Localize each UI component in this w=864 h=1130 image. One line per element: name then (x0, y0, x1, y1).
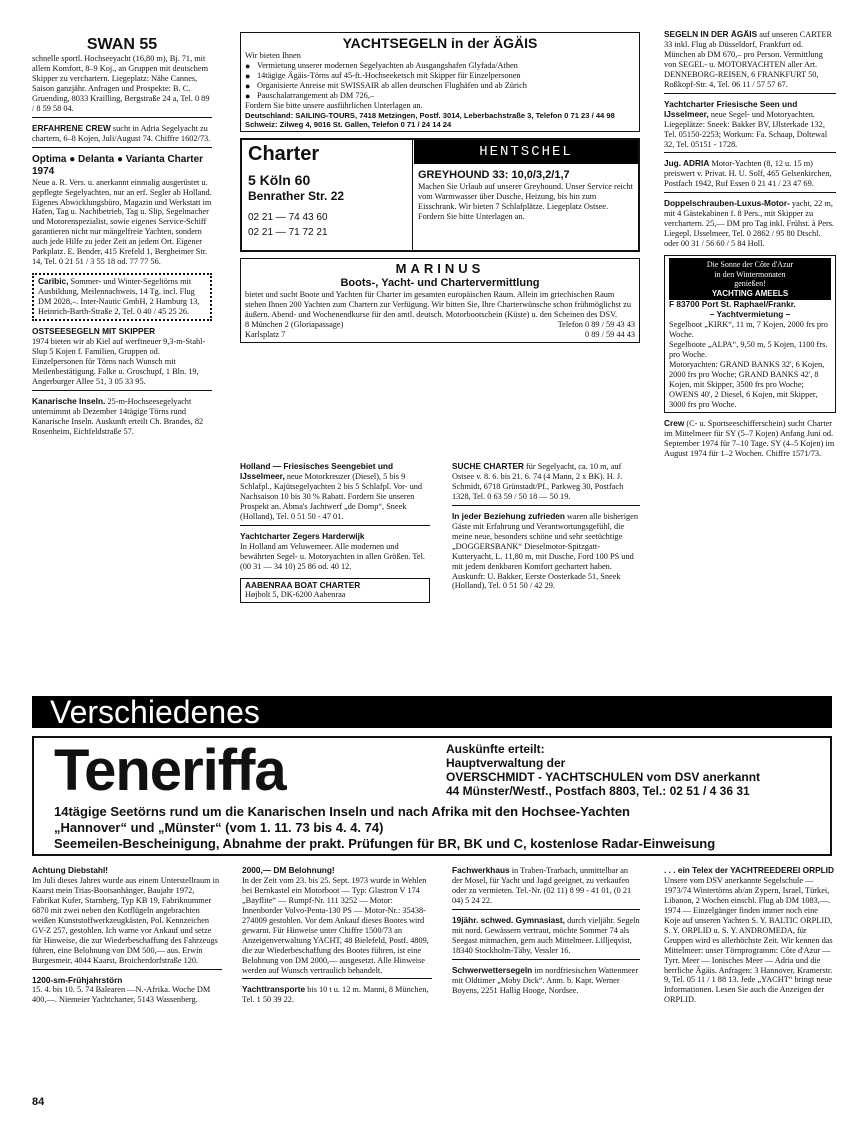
ad-friesische-seen (664, 100, 836, 154)
ad-caribic (32, 273, 212, 321)
ad-subtitle: Boots-, Yacht- und Chartervermittlung (340, 276, 540, 289)
ad-title: YACHTSEGELN in der ÄGÄIS (342, 35, 538, 51)
ad-body: neue Motorkreuzer (Diesel), 5 bis 9 Schlafpl., Kajütsegelyachten 2 bis 5 Schlafpl. Vor- und Nachsaison 10 bis 30 % Rabatt. Fordern Sie unseren Prospekt an. Abma's Jachtwerf „de Domp“, Sneek (Holland), Tel. 0 51 50 - 47 01. (240, 471, 423, 521)
ad-head: Fachwerkhaus (452, 865, 510, 875)
ad-head: In jeder Beziehung zufrieden (452, 510, 565, 521)
ad-head: Achtung Diebstahl! (32, 865, 109, 875)
column-2 (240, 32, 640, 349)
bottom-column-3 (452, 866, 640, 1001)
bottom-column-4 (664, 866, 836, 1011)
teneriffa-line: 14tägige Seetörns rund um die Kanarischen Inseln und nach Afrika mit den Hochsee-Yachten (54, 804, 630, 819)
phone-prefix: 02 21 (248, 211, 274, 223)
ad-body: yacht, 22 m, mit 4 Gästekabinen f. 8 Pers., mit Skipper zu verchartern. 25,— DM pro Tag inkl. Frühst. à Pers. Liegepl. IJsselmeer, Tel. 0 2862 / 95 80 Dtschl. oder 00 31 / 56 60 / 5 84 Holl. (664, 199, 835, 249)
ad-head: OSTSEESEGELN MIT SKIPPER (32, 326, 156, 337)
ameels-offer: Motoryachten: GRAND BANKS 32', 6 Kojen, 2000 frs pro Woche; GRAND BANKS 42', 8 Kojen, mit Skipper, 3500 frs pro Woche; OWENS 40', 2 Diesel, 6 Kojen, mit Skipper, 3000 frs pro Woche. (669, 360, 825, 410)
ad-body: neue Segel- und Motoryachten. Liegeplätze: Sneek: Bakker BV, IJlsterkade 132, Tel. 05150-2253; Workum: Fa. Schaap, Doltewal 32, Tel. 05151 - 1728. (664, 109, 828, 149)
ad-address-ch: Schweiz: Zilweg 4, 9016 St. Gallen, Telefon 0 71 / 24 14 24 (245, 119, 452, 129)
ad-address-de: Deutschland: SAILING-TOURS, 7418 Metzingen, Postf. 3014, Leberbachstraße 3, Telefon 0 71 23 / 44 98 (245, 110, 615, 120)
ad-head: ERFAHRENE CREW (32, 122, 111, 133)
ad-head: . . . ein Telex der YACHTREEDEREI ORPLID (664, 865, 834, 875)
page-number: 84 (32, 1096, 45, 1108)
ad-head: SEGELN IN DER ÄGÄIS (664, 29, 758, 39)
column-1 (32, 36, 212, 443)
ad-body: Motor-Yachten (8, 12 u. 15 m) preiswert v. Privat. H. U. Solf, 465 Gelsenkirchen, Postfach 1942, Ruf Essen 0 21 41 / 23 47 69. (664, 159, 832, 189)
ad-head: SUCHE CHARTER (452, 461, 524, 471)
bottom-column-1 (32, 866, 222, 1011)
charter-phones: 02 21 — 74 43 60 02 21 — 71 72 21 (248, 211, 328, 238)
ad-head: 2000,— DM Belohnung! (242, 865, 335, 875)
ad-crew-sucht (664, 419, 836, 459)
column-4 (664, 30, 836, 465)
ad-phone: Telefon 0 89 / 59 43 43 (557, 319, 635, 329)
ad-fachwerkhaus (452, 866, 640, 910)
ad-head: AABENRAA BOAT CHARTER (245, 579, 361, 590)
ad-swan55 (32, 36, 212, 118)
ad-yachting-ameels (664, 255, 836, 413)
ad-body: bis 10 t u. 12 m. Manni, 8 München, Tel. 1 50 39 22. (242, 985, 429, 1005)
ad-body: Machen Sie Urlaub auf unserer Greyhound. Unser Service reicht vom Warmwasser über Dusche, Heizung, bis hin zum Eisschrank. Wir bieten 7 Schlafplätze. Liegeplatz Ostsee. Fordern Sie bitte Unterlagen an. (418, 181, 633, 221)
ad-head: 19jähr. schwed. Gymnasiast, (452, 914, 565, 925)
boat-spec: GREYHOUND 33: 10,0/3,2/1,7 (418, 168, 570, 181)
ad-suche-charter (452, 462, 640, 506)
ad-optima (32, 154, 212, 268)
ad-body: auf unseren CARTER 33 inkl. Flug ab Düsseldorf, Frankfurt od. München ab DM 670,– pro Person. Vermittlung von SEGEL- u. MOTORYACHTEN aller Art. DENNEBORG-REISEN, 6 FRANKFURT 50, Roßkopf-Str. 4, Tel. 06 11 / 57 57 67. (664, 30, 832, 89)
ad-body: Højbolt 5, DK-6200 Aabenraa (245, 590, 346, 600)
ad-fruehjahrstoern (32, 976, 222, 1006)
ad-ostseesegeln (32, 327, 212, 391)
column-3 (452, 462, 640, 597)
ad-segeln-aegais (664, 30, 836, 94)
ad-body: schnelle sportl. Hochseeyacht (16,80 m), Bj. 71, mit allem Komfort, 8–9 Koj., an Gruppen mit deutschem Skipper zu verchartern. Liegeplatz: Nähe Cannes, Saison ganzjähr. Anfragen und Prospekte: B. C. Gruending, 8033 Krailling, Bergstraße 24 a, Tel. 0 89 / 8 59 58 04. (32, 54, 210, 113)
ad-marinus (240, 258, 640, 343)
ad-head: Kanarische Inseln. (32, 395, 106, 406)
ad-head: Jug. ADRIA (664, 158, 710, 169)
ad-title: Teneriffa (54, 738, 286, 803)
ameels-service: – Yachtvermietung – (709, 309, 791, 320)
ad-erfahrene-crew (32, 124, 212, 148)
ad-head: Crew (664, 417, 685, 428)
ad-head: Doppelschrauben-Luxus-Motor- (664, 198, 790, 209)
ad-yachttransporte (242, 985, 432, 1005)
ad-belohnung (242, 866, 432, 979)
ad-head: Schwerwettersegeln (452, 964, 533, 975)
ad-doggersbank (452, 512, 640, 592)
ameels-offer: Segelboote „ALPA“, 9,50 m, 5 Kojen, 1100 frs. pro Woche. (669, 340, 828, 360)
ad-head: Caribic, (38, 276, 69, 287)
column-2-lower (240, 462, 430, 609)
ad-phone: 0 89 / 59 44 43 (584, 329, 635, 339)
ad-head: Yachtcharter Zegers Harderwijk (240, 530, 365, 541)
ad-body: 25-m-Hochseesegelyacht unternimmt ab Dezember 14tägige Törns rund Kanarische Inseln. Auskunft erteilt Ch. Brandes, 82 Rosenheim, Eichfeldstraße 57. (32, 396, 204, 436)
section-banner: Verschiedenes (32, 696, 832, 728)
phone-number: 74 43 60 (288, 211, 328, 223)
ad-hentschel-charter (240, 138, 640, 252)
bottom-column-2 (242, 866, 432, 1011)
bullet-list (245, 61, 635, 101)
ad-address: 8 München 2 (Gloriapassage) (245, 319, 344, 329)
ad-body: bietet und sucht Boote und Yachten für Charter im gesamten europäischen Raum. Allein im griechischen Raum stehen Ihnen 200 Yachten zum Chartern zur Verfügung. Wir bitten Sie, Ihre Charterwünsche schon frühmöglichst zu äußern. Abend- und Wochenendkurse für den amtl. deutsch. Motorbootschein (Küste) u. den Scheinen des DSV. (245, 289, 631, 319)
ameels-header-line: in den Wintermonaten (714, 269, 786, 279)
ad-body: durch vieljähr. Segeln mit nord. Gewässern vertraut, möchte Sommer 74 als Seegast mitmachen, gern auch Mittelmeer. Lilljeqvist, 18340 Stockholm-Täby, Vessler 16. (452, 915, 640, 955)
ad-aabenraa (240, 578, 430, 604)
brand-logo: HENTSCHEL (414, 140, 638, 164)
contact-line: Auskünfte erteilt: (446, 742, 545, 756)
phone-number: 71 72 21 (288, 226, 328, 238)
contact-line: 44 Münster/Westf., Postfach 8803, Tel.: 02 51 / 4 36 31 (446, 784, 750, 798)
ameels-header-line: Die Sonne der Côte d'Azur (706, 260, 794, 270)
ad-holland (240, 462, 430, 526)
ad-yachtsegeln-aegais (240, 32, 640, 132)
ad-body: Unsere vom DSV anerkannte Segelschule — 1973/74 Wintertörns ab/an Zypern, Israel, Türkei, Libanon, 2 Wochen einschl. Flug ab DM 1083,—. 1974 — Einzelgänger finden immer noch eine Koje auf unseren Yachten S. Y. BALTIC ORPLID, S. Y. ORPLID u. S. Y. ANDROMEDA, für Gruppen wird es allerhöchste Zeit. Wir kennen das Mittelmeer: unser Törnprogramm: Côte d'Azur — Tyrr. Meer — Ionisches Meer — Adria und die herrliche Ägäis. Anfragen: 3 Hannover, Kramerstr. 9, Tel. 05 11 / 1 88 13. Jede „YACHT“ bringt neue Informationen. Lesen Sie auch die Anzeigen der ORPLID. (664, 875, 833, 1005)
ad-teneriffa (32, 736, 832, 856)
contact-line: OVERSCHMIDT - YACHTSCHULEN vom DSV anerkannt (446, 770, 761, 784)
phone-prefix: 02 21 (248, 226, 274, 238)
ad-head: Holland — Friesisches Seengebiet und IJsselmeer, (240, 461, 394, 481)
list-item: ● 14tägige Ägäis-Törns auf 45-ft.-Hochseeketsch mit Skipper für Einzelpersonen (245, 71, 635, 81)
contact-line: Hauptverwaltung der (446, 756, 566, 770)
teneriffa-line: „Hannover“ und „Münster“ (vom 1. 11. 73 bis 4. 4. 74) (54, 820, 384, 835)
ad-head: Yachttransporte (242, 984, 306, 995)
ad-body: für Segelyacht, ca. 10 m, auf Ostsee v. 8. 6. bis 21. 6. 74 (4 Mann, 2 x BK). H. J. Schmidt, 6718 Grünstadt/Pf., Parkweg 30, Postfach 1328, Tel. 0 63 59 / 50 18 — 50 19. (452, 462, 624, 501)
ad-diebstahl (32, 866, 222, 970)
ad-head: 1200-sm-Frühjahrstörn (32, 974, 123, 985)
ad-title: MARINUS (395, 260, 485, 276)
charter-offer (414, 140, 638, 250)
ameels-address: F 83700 Port St. Raphael/Frankr. (669, 299, 796, 310)
ad-jug-adria (664, 159, 836, 193)
charter-contact (242, 140, 413, 250)
ad-body: waren alle bisherigen Gäste mit Erfahrung und Verantwortungsgefühl, die meine neue, besonders schöne und sehr seetüchtige „DOGGERSBANK“ Dieselmotor-Spitzgatt-Kutteryacht, L. 11,80 m, mit Dusche, Ford 100 PS und mit jedem denkbaren Komfort gechartert haben. Auskunft: U. Bakker, Eerste Oosterkade 51, Sneek (Holland), Tel. 0 51 50 / 42 29. (452, 511, 638, 591)
ad-body: 1974 bieten wir ab Kiel auf werftneuer 9,3-m-Stahl-Slup 5 Kojen f. Familien, Gruppen od. Einzelpersonen für Törns nach Wunsch mit Meilenbestätigung. Falke u. Groschupf, 1 Bln. 19, Angerburger Allee 51, 3 05 33 95. (32, 336, 206, 386)
ad-intro: Wir bieten Ihnen (245, 51, 301, 60)
ad-gymnasiast (452, 916, 640, 960)
ad-doppelschrauben (664, 199, 836, 249)
list-item: ● Pauschalarrangement ab DM 726,– (245, 91, 635, 101)
ad-body: sucht in Adria Segelyacht zu chartern, 6–8 Kojen, Juli/August 74. Chiffre 1602/73. (32, 123, 211, 143)
ad-body: 15. 4. bis 10. 5. 74 Balearen —N.-Afrika. Woche DM 400,—. Niemeier Yachtcharter, 5143 Wassenberg. (32, 985, 211, 1005)
list-item: ● Vermietung unserer modernen Segelyachten ab Ausgangshafen Glyfada/Athen (245, 61, 635, 71)
ad-title: Charter (248, 142, 320, 165)
ameels-offer: Segelboot „KIRK“, 11 m, 7 Kojen, 2000 frs pro Woche. (669, 320, 828, 340)
ad-body: Neue a. R. Vers. u. anerkannt einmalig ausgerüstet u. gepflegte Segelyachten, nur an erf. Segler ab Holland. Eigenes Abwicklungsbüro, Magazin und Werkstatt im Hafen, Tag u. Nachtbetrieb, Tag u. Slip, Segelmacher und Motorenspezialist, sowie eigenes Service-Schiff garantieren nicht nur mängelfreie Yachten, sondern auch jede Hilfe zu jeder Zeit an jedem Ort. Eigener Parkplatz. E. Bender, 415 Krefeld 1, Bergheimer Str. 14, Tel. 0 21 51 / 3 55 18 od. 77 77 56. (32, 177, 212, 267)
ad-zegers (240, 532, 430, 572)
ad-body: Sommer- und Winter-Segeltörns mit Ausbildung, Meilennachweis, 14 Tg. incl. Flug DM 2028,–. Inter-Nautic GmbH, 2 Hamburg 13, Heinrich-Barth-Straße 2, Tel. 0 40 / 45 25 26. (38, 277, 200, 317)
teneriffa-line: Seemeilen-Bescheinigung, Abnahme der prakt. Prüfungen für BR, BK und C, kostenlose Radar-Einweisung (54, 836, 716, 851)
ad-body: In der Zeit vom 23. bis 25. Sept. 1973 wurde in Wehlen bei Bernkastel ein Motorboot — Typ: Glastron V 174 „Bayflite“ — Rumpf-Nr. 111 3252 — Motor: Innenborder Volvo-Penta-130 PS — Motor-Nr.: 35438-274009 gestohlen. Vor dem Ankauf dieses Bootes wird gewarnt. Für Hinweise unter Chiffre 1500/73 an Anzeigenverwaltung YACHT, 48 Bielefeld, Postf. 4809, die zur Wiederbeschaffung des Bootes führen, ist eine Belohnung von DM 2000,— ausgesetzt. Alle Hinweise werden auf Wunsch vertraulich behandelt. (242, 875, 429, 975)
ad-body: Im Juli dieses Jahres wurde aus einem Unterstellraum in Kaarst mein Trias-Bootsanhänger, Baujahr 1972, Fabrikat Kufer, Starnberg, Typ KB 19, Fabriknummer 6870 mit zwei neben den Kotflügeln angebrachten weißen Kunststoffwerkzeugkästen, Pol. Kennzeichen GV-Z 257, gestohlen. Ich warne vor Ankauf und setze für Hinweise, die zur Wiederbeschaffung des Fahrzeugs führen, eine Belohnung von DM 500,— aus. Erwin Burgesmeir, 4044 Kaarst, Broicherdorfstraße 120. (32, 875, 220, 965)
ad-title: SWAN 55 (86, 36, 158, 53)
ad-body: im nordfriesischen Wattenmeer mit Oldtimer „Moby Dick“. Anm. b. Kapt. Werner Boyens, 2251 Hallig Hooge, Nordsee. (452, 965, 639, 995)
ameels-header-line: genießen! (734, 279, 766, 289)
ad-head: Yachtcharter Friesische Seen und IJsselmeer, (664, 98, 798, 119)
ad-outro: Fordern Sie bitte unsere ausführlichen Unterlagen an. (245, 100, 423, 110)
list-item: ● Organisierte Anreise mit SWISSAIR ab allen deutschen Flughäfen und ab Zürich (245, 81, 635, 91)
ad-body: in Traben-Trarbach, unmittelbar an der Mosel, für Yacht und Jagd geeignet, zu verkaufen oder zu vermieten. Tel.-Nr. (02 11) 8 99 - 41 01, (0 21 04) 5 24 22. (452, 866, 632, 905)
ameels-header (669, 258, 831, 300)
ad-address: Karlsplatz 7 (245, 329, 286, 339)
ameels-brand: YACHTING AMEELS (711, 288, 789, 298)
charter-street: Benrather Str. 22 (248, 188, 345, 203)
ad-schwerwettersegeln (452, 966, 640, 996)
ad-head: Optima ● Delanta ● Varianta Charter 1974 (32, 153, 204, 177)
teneriffa-contact (446, 742, 760, 798)
charter-city: 5 Köln 60 (248, 171, 311, 188)
ad-body: In Holland am Veluwemeer. Alle modernen und bewährten Segel- u. Motoryachten in allen Größen. Tel. (00 31 — 34 10) 25 86 od. 40 12. (240, 541, 425, 571)
ad-body: (C- u. Sportseeschifferschein) sucht Charter im Mittelmeer für SY (5–7 Kojen) Anfang Juni od. September 1974 für 7–10 Tage. SY (4–5 Kojen) im August 1974 für 1–2 Wochen. Chiffre 1571/73. (664, 418, 835, 458)
ad-orplid (664, 866, 836, 1005)
ad-kanarische-inseln (32, 397, 212, 437)
